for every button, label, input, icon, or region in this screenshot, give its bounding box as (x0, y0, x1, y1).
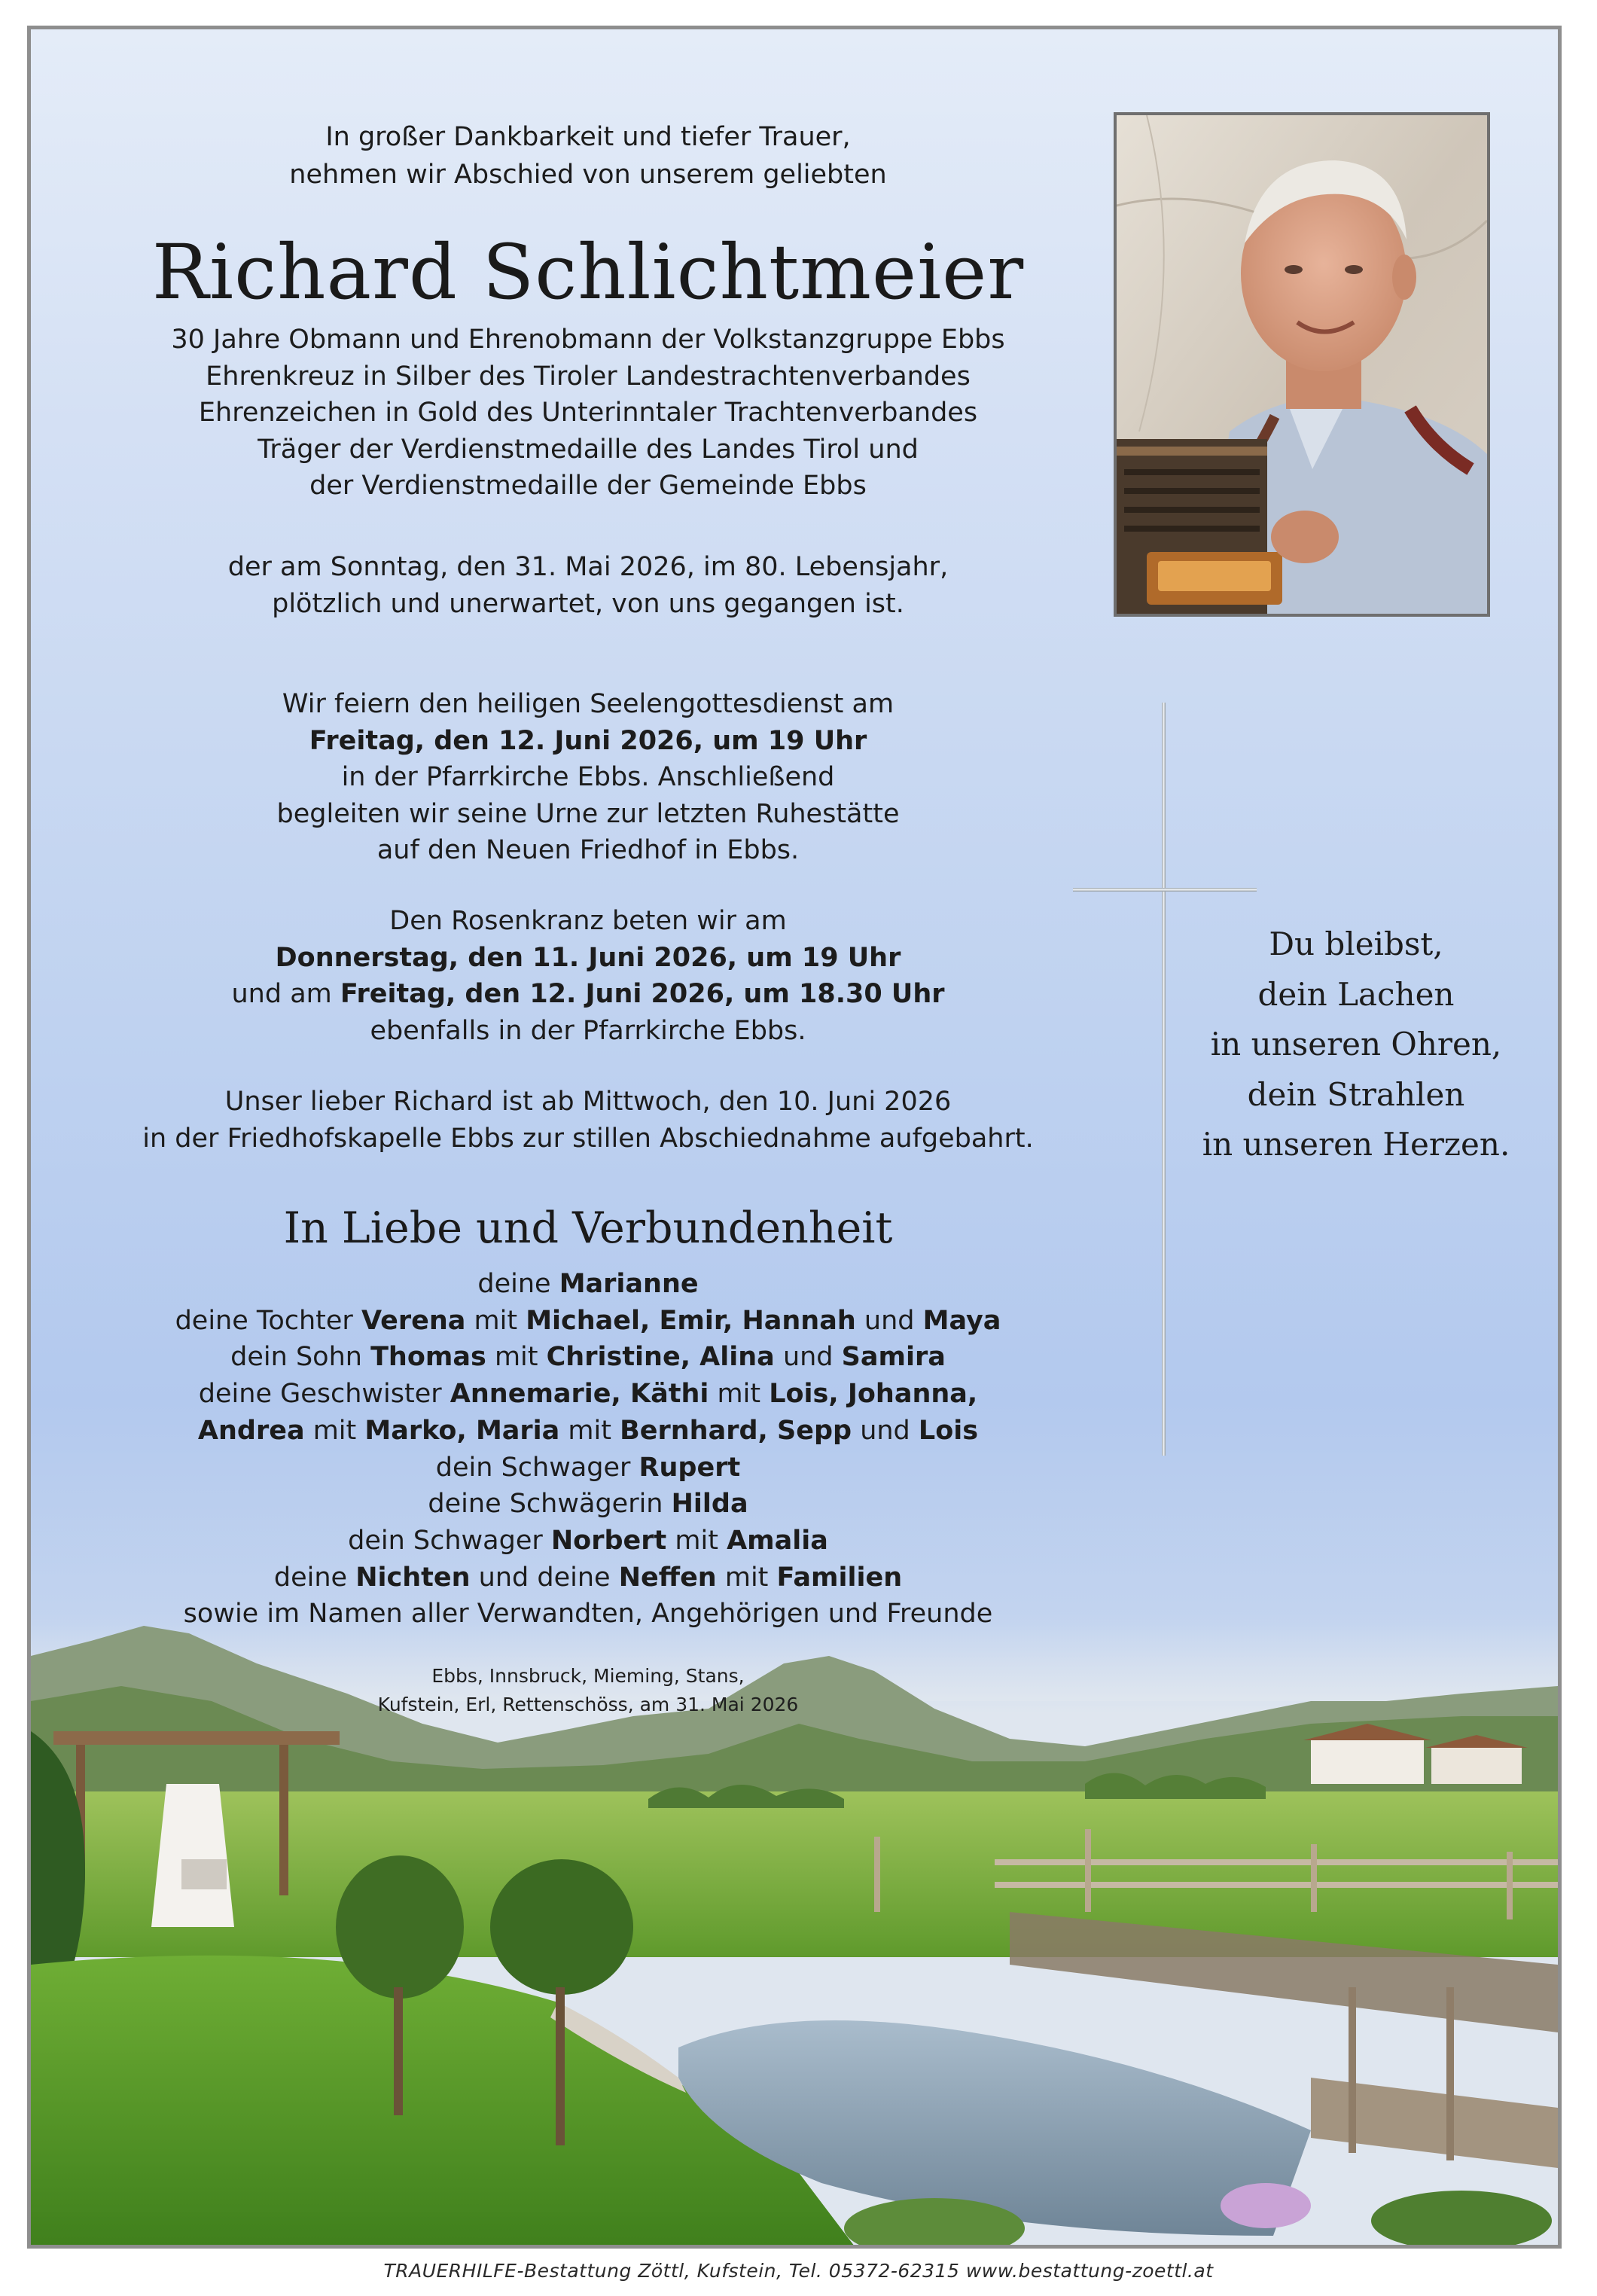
mourner-name: Michael, Emir, Hannah (526, 1305, 856, 1336)
mourner-line (91, 1303, 1085, 1340)
service-line: auf den Neuen Friedhof in Ebbs. (376, 835, 800, 865)
places-and-date (91, 1662, 1085, 1719)
viewing-line: in der Friedhofskapelle Ebbs zur stillen Abschiednahme aufgebahrt. (142, 1123, 1034, 1154)
poem-line: dein Lachen (1257, 975, 1455, 1013)
mourner-relation: mit (716, 1562, 777, 1593)
mourner-name: Andrea (197, 1415, 305, 1446)
mourner-relation: deine Schwägerin (428, 1489, 672, 1520)
mourner-relation: deine Tochter (175, 1305, 361, 1336)
mourner-name: Lois, Johanna, (769, 1379, 978, 1410)
mourner-relation: mit (666, 1525, 727, 1556)
mourner-relation: dein Schwager (435, 1452, 639, 1483)
mourner-line (91, 1450, 1085, 1486)
honors-list (91, 322, 1085, 505)
mourner-name: Marianne (559, 1269, 699, 1299)
mourner-relation: sowie im Namen aller Verwandten, Angehörigen und Freunde (183, 1599, 993, 1630)
intro-text (91, 118, 1085, 194)
viewing-notice (91, 1084, 1085, 1157)
memorial-poem (1183, 919, 1529, 1170)
mourner-line (91, 1339, 1085, 1376)
rosary-line: Den Rosenkranz beten wir am (389, 906, 787, 936)
rosary-prayer (91, 903, 1085, 1049)
mourner-line (91, 1523, 1085, 1560)
mourner-name: Maya (922, 1305, 1001, 1336)
mourner-relation: mit (486, 1342, 547, 1373)
service-date: Freitag, den 12. Juni 2026, um 19 Uhr (309, 725, 867, 756)
mourner-name: Christine, Alina (546, 1342, 775, 1373)
mourner-relation: und (852, 1415, 919, 1446)
mourner-relation: mit (559, 1415, 620, 1446)
honor-line: Ehrenkreuz in Silber des Tiroler Landestrachtenverbandes (206, 361, 971, 392)
intro-line: In großer Dankbarkeit und tiefer Trauer, (325, 122, 851, 152)
deceased-name: Richard Schlichtmeier (151, 228, 1025, 316)
mourners-list (91, 1266, 1085, 1633)
mourner-name: Verena (361, 1305, 466, 1336)
mourner-name: Annemarie, Käthi (450, 1379, 709, 1410)
honor-line: Träger der Verdienstmedaille des Landes Tirol und (258, 434, 919, 465)
intro-line: nehmen wir Abschied von unserem geliebten (289, 160, 887, 190)
honor-line: der Verdienstmedaille der Gemeinde Ebbs (309, 471, 867, 501)
mourner-line (91, 1560, 1085, 1596)
mourner-relation: und (774, 1342, 842, 1373)
mourner-relation: dein Schwager (348, 1525, 551, 1556)
rosary-date: und am Freitag, den 12. Juni 2026, um 18.30 Uhr (231, 979, 945, 1009)
rosary-date: Donnerstag, den 11. Juni 2026, um 19 Uhr (275, 942, 901, 973)
places-line: Kufstein, Erl, Rettenschöss, am 31. Mai 2026 (377, 1694, 799, 1715)
mourner-line (91, 1266, 1085, 1303)
service-line: in der Pfarrkirche Ebbs. Anschließend (341, 762, 835, 792)
mourner-name: Rupert (638, 1452, 741, 1483)
poem-line: dein Strahlen (1247, 1075, 1465, 1113)
rosary-line: ebenfalls in der Pfarrkirche Ebbs. (370, 1015, 806, 1046)
cross-horizontal-bar (1073, 888, 1257, 892)
poem-line: in unseren Ohren, (1210, 1026, 1502, 1063)
mourner-name: Samira (841, 1342, 946, 1373)
mourner-name: Familien (776, 1562, 903, 1593)
mourner-name: Thomas (370, 1342, 486, 1373)
death-line: der am Sonntag, den 31. Mai 2026, im 80. Lebensjahr, (227, 552, 949, 582)
viewing-line: Unser lieber Richard ist ab Mittwoch, den 10. Juni 2026 (224, 1087, 952, 1117)
mourner-name: Nichten (355, 1562, 471, 1593)
places-line: Ebbs, Innsbruck, Mieming, Stans, (431, 1665, 745, 1687)
funeral-home-footer: TRAUERHILFE-Bestattung Zöttl, Kufstein, Tel. 05372-62315 www.bestattung-zoettl.at (383, 2260, 1214, 2282)
funeral-service (91, 686, 1085, 869)
mourner-relation: mit (465, 1305, 526, 1336)
mourner-relation: mit (304, 1415, 365, 1446)
mourner-name: Amalia (727, 1525, 828, 1556)
mourner-relation: und (855, 1305, 923, 1336)
mourner-name: Bernhard, Sepp (620, 1415, 852, 1446)
mourner-relation: dein Sohn (230, 1342, 371, 1373)
honor-line: Ehrenzeichen in Gold des Unterinntaler Trachtenverbandes (198, 398, 978, 428)
mourner-relation: deine (273, 1562, 356, 1593)
honor-line: 30 Jahre Obmann und Ehrenobmann der Volkstanzgruppe Ebbs (171, 325, 1005, 355)
portrait-photo (1114, 112, 1490, 617)
poem-line: in unseren Herzen. (1202, 1126, 1510, 1163)
mourner-relation: mit (709, 1379, 770, 1410)
mourner-relation: und deine (470, 1562, 619, 1593)
service-line: Wir feiern den heiligen Seelengottesdienst am (282, 689, 895, 719)
poem-line: Du bleibst, (1269, 925, 1443, 962)
mourner-line (91, 1376, 1085, 1413)
mourner-name: Hilda (671, 1489, 748, 1520)
mourner-name: Marko, Maria (364, 1415, 560, 1446)
mourner-line (91, 1413, 1085, 1450)
obituary-card (27, 26, 1562, 2249)
mourner-name: Norbert (550, 1525, 667, 1556)
mourner-line (91, 1486, 1085, 1523)
death-line: plötzlich und unerwartet, von uns gegangen ist. (272, 588, 904, 619)
mourner-relation: deine (477, 1269, 559, 1299)
mourner-relation: deine Geschwister (198, 1379, 450, 1410)
mourner-name: Neffen (618, 1562, 717, 1593)
service-line: begleiten wir seine Urne zur letzten Ruhestätte (276, 798, 900, 829)
mourner-line (91, 1596, 1085, 1633)
death-notice (91, 549, 1085, 622)
mourners-heading: In Liebe und Verbundenheit (283, 1203, 893, 1253)
mourner-name: Lois (918, 1415, 979, 1446)
cross-vertical-bar (1162, 703, 1166, 1456)
